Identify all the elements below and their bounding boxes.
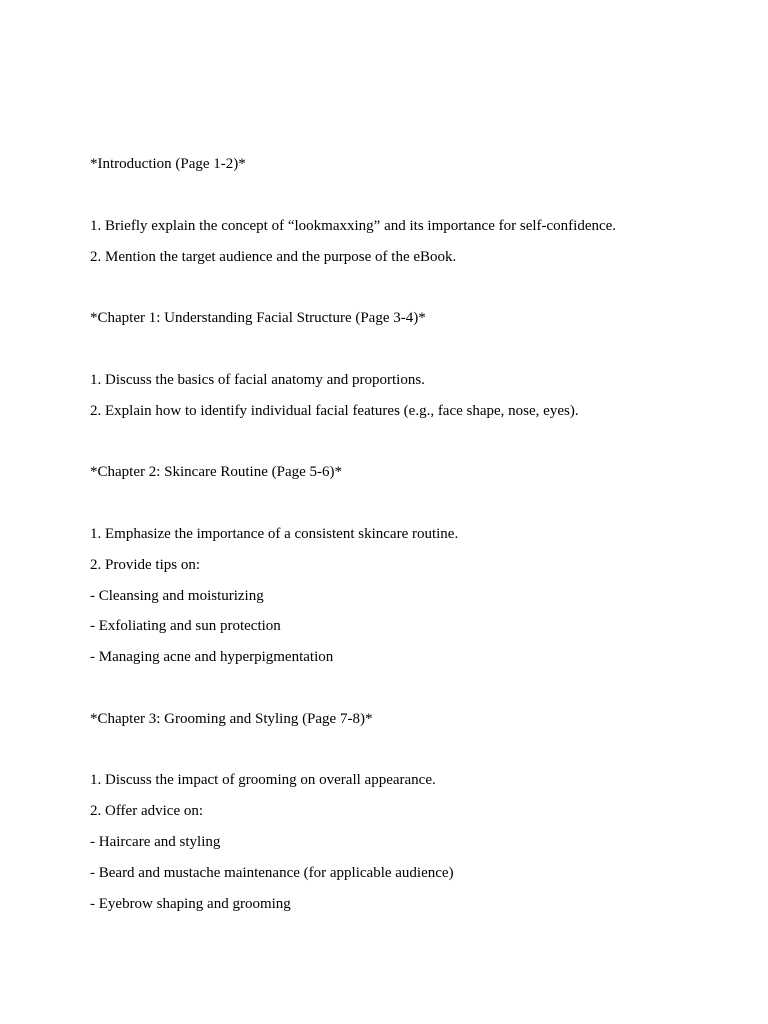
- list-item: 1. Briefly explain the concept of “lookmaxxing” and its importance for self-confidence.: [90, 218, 617, 234]
- list-item: 1. Emphasize the importance of a consistent skincare routine.: [90, 526, 459, 542]
- list-item: 2. Provide tips on:: [90, 557, 201, 573]
- list-item: 1. Discuss the basics of facial anatomy and proportions.: [90, 372, 425, 388]
- bullet-item: - Beard and mustache maintenance (for applicable audience): [90, 865, 454, 881]
- bullet-item: - Exfoliating and sun protection: [90, 618, 281, 634]
- list-item: 2. Offer advice on:: [90, 803, 204, 819]
- section-heading-chapter-2: *Chapter 2: Skincare Routine (Page 5-6)*: [90, 464, 343, 480]
- section-heading-introduction: *Introduction (Page 1-2)*: [90, 156, 246, 172]
- bullet-item: - Cleansing and moisturizing: [90, 588, 264, 604]
- section-heading-chapter-3: *Chapter 3: Grooming and Styling (Page 7-8)*: [90, 711, 373, 727]
- list-item: 2. Explain how to identify individual facial features (e.g., face shape, nose, eyes).: [90, 403, 579, 419]
- bullet-item: - Eyebrow shaping and grooming: [90, 896, 291, 912]
- bullet-item: - Haircare and styling: [90, 834, 221, 850]
- list-item: 2. Mention the target audience and the purpose of the eBook.: [90, 249, 457, 265]
- bullet-item: - Managing acne and hyperpigmentation: [90, 649, 334, 665]
- list-item: 1. Discuss the impact of grooming on overall appearance.: [90, 772, 436, 788]
- section-heading-chapter-1: *Chapter 1: Understanding Facial Structure (Page 3-4)*: [90, 310, 426, 326]
